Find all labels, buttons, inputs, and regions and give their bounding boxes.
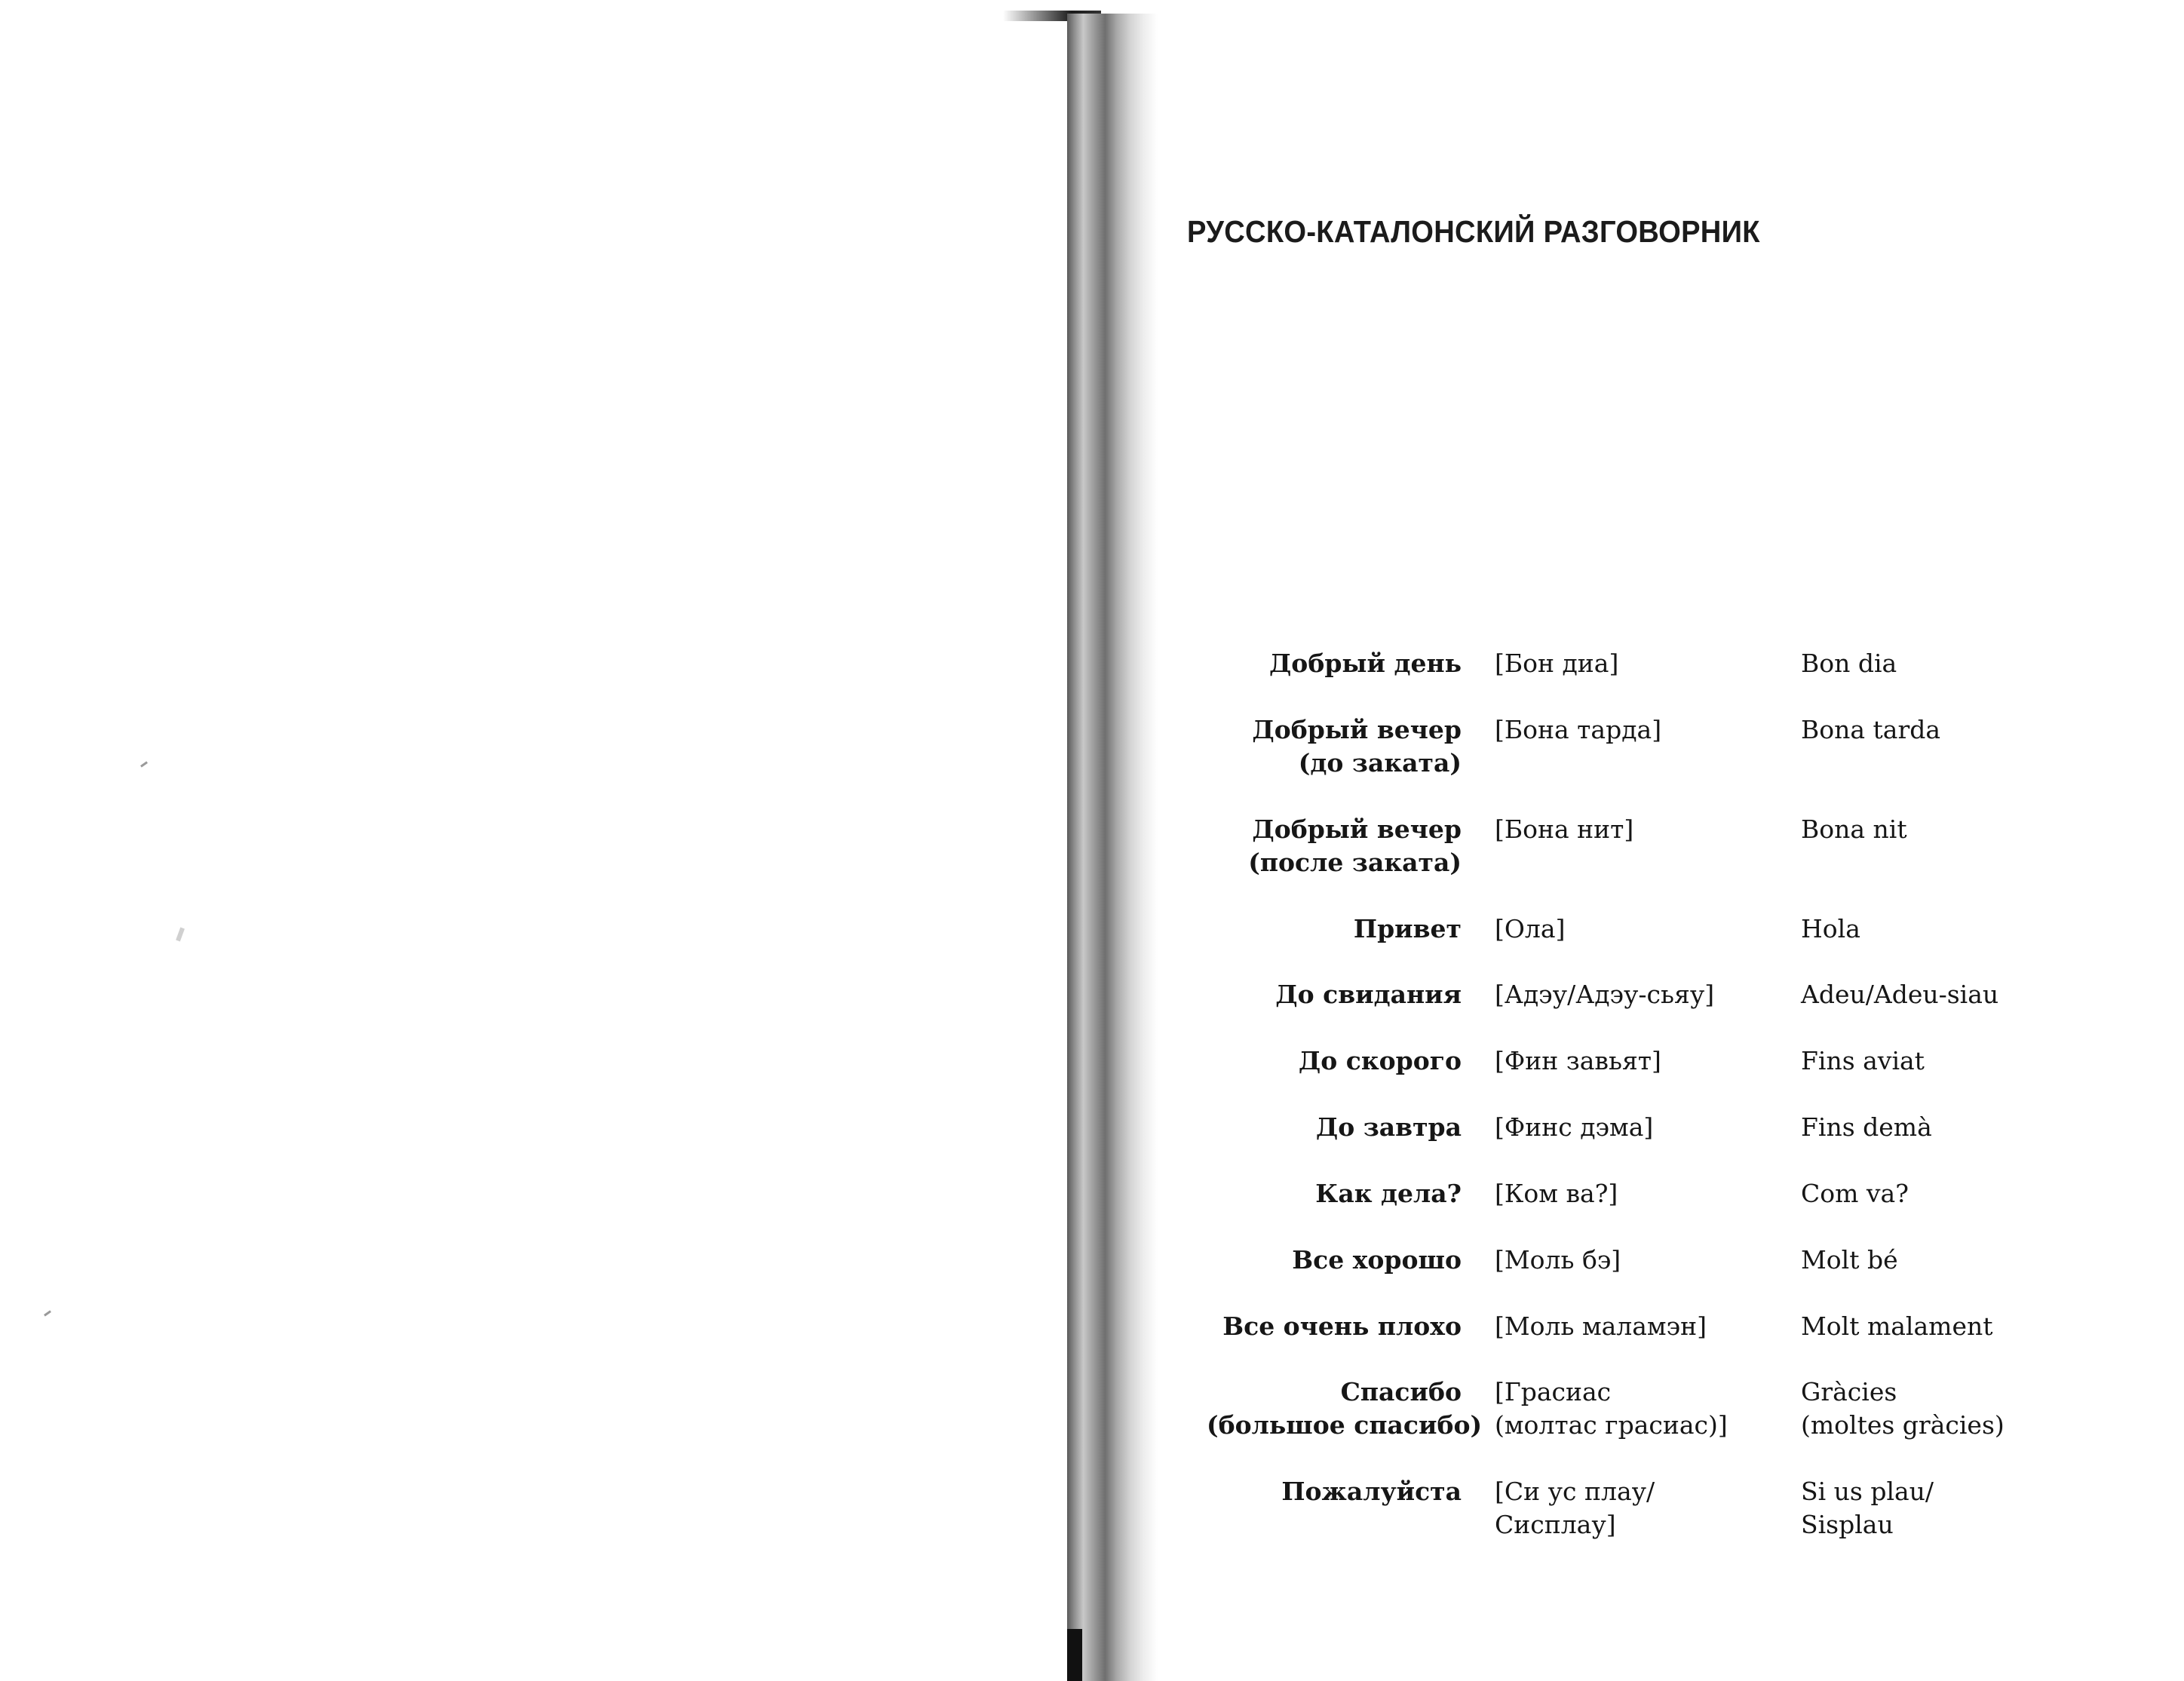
catalan-phrase-line: Fins demà	[1801, 1112, 1932, 1142]
russian-phrase-line: До скорого	[1298, 1046, 1462, 1075]
russian-phrase	[1207, 1177, 1462, 1210]
catalan-phrase-line: Bona nit	[1801, 814, 1907, 844]
catalan-phrase	[1801, 1244, 2027, 1277]
russian-phrase-line: Добрый вечер	[1252, 715, 1462, 744]
transcription-line: (молтас грасиас)]	[1495, 1410, 1728, 1440]
transcription-line: [Адэу/Адэу-сьяу]	[1495, 980, 1715, 1009]
catalan-phrase	[1801, 1475, 2027, 1541]
catalan-phrase-line: Bon dia	[1801, 649, 1897, 678]
catalan-phrase-line: Gràcies	[1801, 1377, 1897, 1406]
russian-phrase	[1207, 1111, 1462, 1144]
transcription-line: [Моль маламэн]	[1495, 1311, 1707, 1341]
transcription	[1495, 1044, 1801, 1078]
russian-phrase	[1207, 1044, 1462, 1078]
catalan-phrase-line: Sisplau	[1801, 1510, 1894, 1539]
phrase-row	[1207, 647, 2036, 680]
catalan-phrase	[1801, 1111, 2027, 1144]
transcription-line: [Бона нит]	[1495, 814, 1634, 844]
transcription-line: [Бона тарда]	[1495, 715, 1662, 744]
transcription	[1495, 647, 1801, 680]
catalan-phrase	[1801, 713, 2027, 747]
russian-phrase	[1207, 978, 1462, 1011]
russian-phrase	[1207, 647, 1462, 680]
transcription	[1495, 1475, 1801, 1541]
russian-phrase	[1207, 1310, 1462, 1343]
paper-speck	[44, 1310, 51, 1316]
catalan-phrase	[1801, 1376, 2027, 1442]
catalan-phrase	[1801, 1044, 2027, 1078]
paper-speck	[176, 928, 185, 942]
transcription-line: [Моль бэ]	[1495, 1245, 1621, 1275]
transcription	[1495, 978, 1801, 1011]
russian-phrase-line: До завтра	[1315, 1112, 1462, 1142]
transcription-line: [Грасиас	[1495, 1377, 1612, 1406]
left-page	[0, 0, 1075, 1681]
russian-phrase	[1207, 913, 1462, 946]
transcription	[1495, 1177, 1801, 1210]
book-gutter	[1067, 14, 1158, 1681]
catalan-phrase	[1801, 978, 2027, 1011]
russian-phrase-line: До свидания	[1275, 980, 1462, 1009]
transcription	[1495, 1111, 1801, 1144]
russian-phrase-line: Все хорошо	[1292, 1245, 1462, 1275]
russian-phrase	[1207, 813, 1462, 879]
catalan-phrase	[1801, 1177, 2027, 1210]
russian-phrase-line: Пожалуйста	[1281, 1477, 1462, 1506]
transcription	[1495, 1376, 1801, 1442]
page-title: РУССКО-КАТАЛОНСКИЙ РАЗГОВОРНИК	[1187, 214, 1760, 249]
phrase-table	[1207, 647, 2036, 1541]
russian-phrase	[1207, 1244, 1462, 1277]
russian-phrase-line: (большое спасибо)	[1207, 1410, 1483, 1440]
russian-phrase-line: (до заката)	[1298, 748, 1462, 778]
phrase-row	[1207, 1177, 2036, 1210]
transcription-line: Сисплау]	[1495, 1510, 1616, 1539]
russian-phrase-line: Добрый день	[1268, 649, 1462, 678]
transcription-line: [Фин завьят]	[1495, 1046, 1661, 1075]
phrase-row	[1207, 1376, 2036, 1442]
catalan-phrase-line: Bona tarda	[1801, 715, 1941, 744]
russian-phrase-line: Все очень плохо	[1222, 1311, 1462, 1341]
catalan-phrase-line: Hola	[1801, 914, 1860, 943]
phrase-row	[1207, 713, 2036, 780]
russian-phrase-line: Привет	[1353, 914, 1462, 943]
phrase-row	[1207, 1044, 2036, 1078]
transcription-line: [Ола]	[1495, 914, 1566, 943]
catalan-phrase	[1801, 913, 2027, 946]
transcription	[1495, 1310, 1801, 1343]
gutter-shadow	[1067, 1629, 1082, 1681]
phrase-row	[1207, 913, 2036, 946]
catalan-phrase	[1801, 813, 2027, 846]
transcription	[1495, 913, 1801, 946]
russian-phrase-line: Спасибо	[1340, 1377, 1462, 1406]
catalan-phrase	[1801, 647, 2027, 680]
phrase-row	[1207, 1244, 2036, 1277]
catalan-phrase-line: Si us plau/	[1801, 1477, 1934, 1506]
transcription-line: [Си ус плау/	[1495, 1477, 1655, 1506]
phrase-row	[1207, 813, 2036, 879]
russian-phrase-line: Как дела?	[1315, 1179, 1462, 1208]
russian-phrase	[1207, 1376, 1483, 1442]
phrase-row	[1207, 1310, 2036, 1343]
catalan-phrase-line: Molt bé	[1801, 1245, 1898, 1275]
transcription-line: [Бон диа]	[1495, 649, 1619, 678]
transcription	[1495, 813, 1801, 846]
paper-speck	[140, 761, 148, 767]
transcription	[1495, 713, 1801, 747]
catalan-phrase-line: (moltes gràcies)	[1801, 1410, 2005, 1440]
catalan-phrase-line: Com va?	[1801, 1179, 1909, 1208]
catalan-phrase-line: Fins aviat	[1801, 1046, 1925, 1075]
phrase-row	[1207, 978, 2036, 1011]
phrase-row	[1207, 1475, 2036, 1541]
phrase-row	[1207, 1111, 2036, 1144]
russian-phrase	[1207, 1475, 1462, 1508]
russian-phrase-line: (после заката)	[1248, 848, 1462, 877]
catalan-phrase-line: Molt malament	[1801, 1311, 1993, 1341]
russian-phrase	[1207, 713, 1462, 780]
catalan-phrase	[1801, 1310, 2027, 1343]
transcription	[1495, 1244, 1801, 1277]
catalan-phrase-line: Adeu/Adeu-siau	[1801, 980, 1999, 1009]
transcription-line: [Финс дэма]	[1495, 1112, 1654, 1142]
transcription-line: [Ком ва?]	[1495, 1179, 1618, 1208]
russian-phrase-line: Добрый вечер	[1252, 814, 1462, 844]
